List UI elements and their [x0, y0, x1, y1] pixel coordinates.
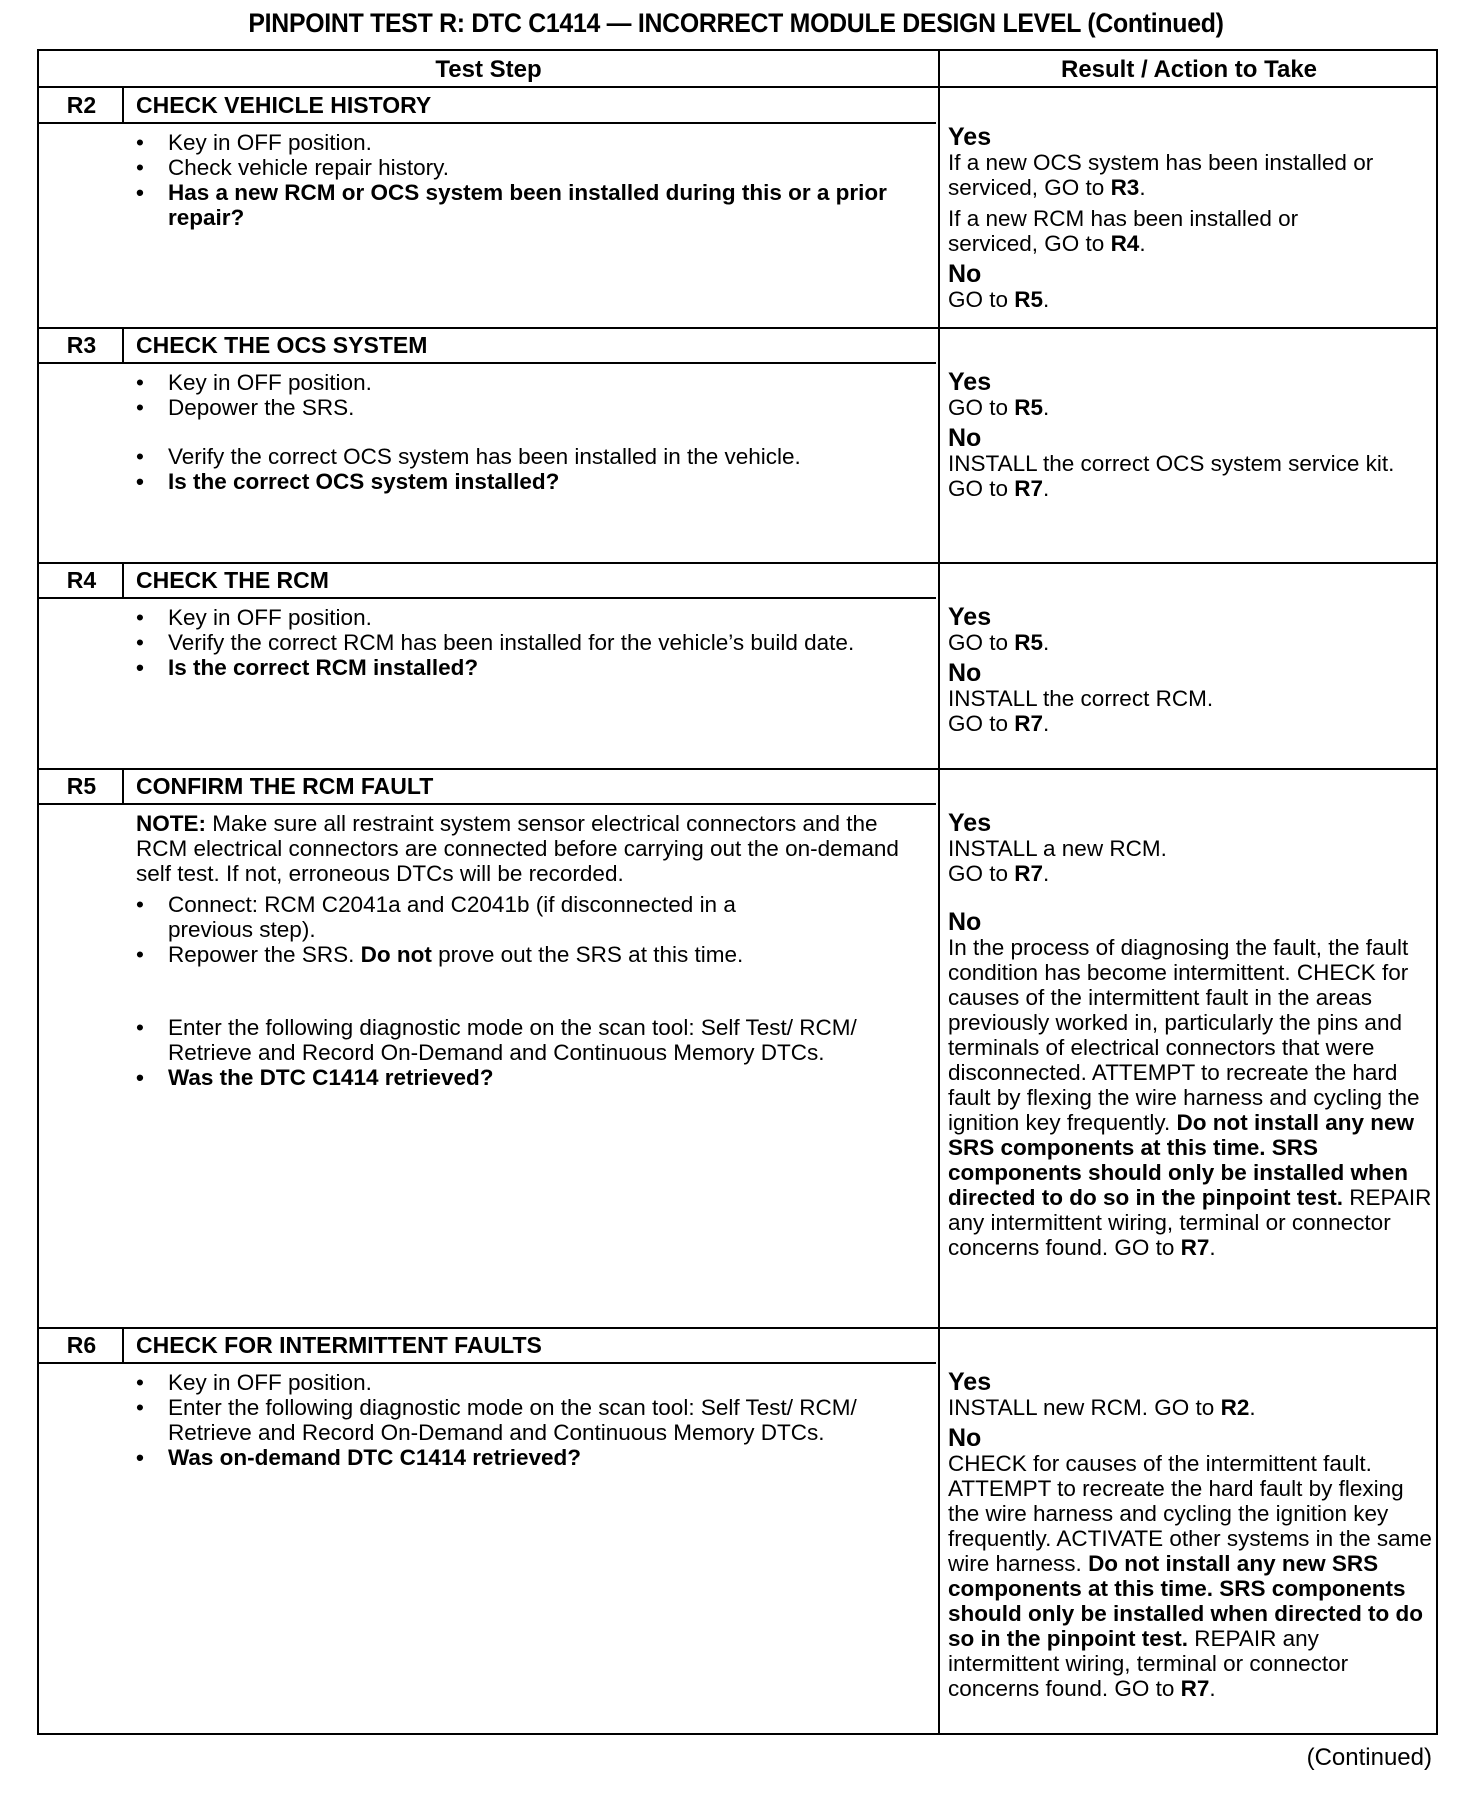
- bullet-icon: •: [136, 130, 144, 155]
- bullet-icon: •: [136, 1015, 144, 1040]
- no-action: INSTALL the correct OCS system service kit. GO to R7.: [948, 451, 1395, 501]
- page-title: PINPOINT TEST R: DTC C1414 — INCORRECT MODULE DESIGN LEVEL (Continued): [248, 8, 1224, 38]
- note: NOTE: Make sure all restraint system sensor electrical connectors and the RCM electrical connectors are connected before carrying out the on-demand self test. If not, erroneous DTCs will be recorded.: [136, 811, 899, 886]
- column-divider: [938, 51, 940, 1735]
- result-cell: [948, 605, 1433, 742]
- step-number: R4: [66, 567, 97, 593]
- step-bullet: • Key in OFF position.: [136, 130, 372, 155]
- yes-action: If a new OCS system has been installed or serviced, GO to R3.: [948, 150, 1374, 200]
- bullet-icon: •: [136, 630, 144, 655]
- step-bullet: • Depower the SRS.: [136, 395, 355, 420]
- yes-action: GO to R5.: [948, 395, 1050, 420]
- step-bullet: • Enter the following diagnostic mode on the scan tool: Self Test/ RCM/ Retrieve and Record On-Demand and Continuous Memory DTCs.: [136, 1395, 857, 1445]
- yes-label: Yes: [948, 1368, 992, 1396]
- bullet-icon: •: [136, 469, 144, 494]
- bullet-icon: •: [136, 892, 144, 917]
- step-link[interactable]: R7: [1180, 1676, 1210, 1701]
- spacer: [131, 967, 916, 1015]
- yes-action: INSTALL a new RCM.: [948, 836, 1167, 861]
- result-cell: [948, 1370, 1433, 1707]
- step-link[interactable]: R7: [1014, 711, 1044, 736]
- step-question: • Is the correct OCS system installed?: [136, 469, 560, 494]
- step-body: [131, 130, 931, 230]
- step-title: CHECK VEHICLE HISTORY: [136, 92, 432, 118]
- step-link[interactable]: R2: [1220, 1395, 1250, 1420]
- step-link[interactable]: R7: [1180, 1235, 1210, 1260]
- bullet-icon: •: [136, 1445, 144, 1470]
- step-link[interactable]: R4: [1110, 231, 1140, 256]
- pinpoint-test-table: [37, 49, 1438, 1735]
- no-label: No: [948, 908, 982, 936]
- header-test-step: Test Step: [435, 56, 542, 83]
- bullet-icon: •: [136, 1065, 144, 1090]
- step-link[interactable]: R5: [1014, 395, 1044, 420]
- step-body: [136, 811, 916, 1090]
- result-cell: [948, 370, 1433, 507]
- result-cell: [948, 125, 1433, 318]
- header-result-action: Result / Action to Take: [1060, 56, 1318, 83]
- step-link[interactable]: R7: [1014, 861, 1044, 886]
- yes-label: Yes: [948, 368, 992, 396]
- no-action: GO to R7.: [948, 711, 1050, 736]
- no-label: No: [948, 1424, 982, 1452]
- step-number: R2: [66, 92, 97, 118]
- step-title: CHECK THE OCS SYSTEM: [136, 332, 428, 358]
- no-label: No: [948, 659, 982, 687]
- bullet-icon: •: [136, 655, 144, 680]
- step-bullet: • Verify the correct OCS system has been installed in the vehicle.: [136, 444, 801, 469]
- step-bullet: • Key in OFF position.: [136, 370, 372, 395]
- step-bullet: • Connect: RCM C2041a and C2041b (if disconnected in a previous step).: [136, 892, 736, 942]
- bullet-icon: •: [136, 444, 144, 469]
- step-title: CHECK THE RCM: [136, 567, 329, 593]
- bullet-icon: •: [136, 942, 144, 967]
- step-bullet: • Repower the SRS. Do not prove out the SRS at this time.: [136, 942, 744, 967]
- bullet-icon: •: [136, 1370, 144, 1395]
- step-number: R6: [66, 1332, 97, 1358]
- no-action: INSTALL the correct RCM.: [948, 686, 1214, 711]
- yes-action: INSTALL new RCM. GO to R2.: [948, 1395, 1256, 1420]
- bullet-icon: •: [136, 605, 144, 630]
- bullet-icon: •: [136, 370, 144, 395]
- step-question: • Has a new RCM or OCS system been installed during this or a prior repair?: [136, 180, 887, 230]
- step-question: • Is the correct RCM installed?: [136, 655, 479, 680]
- step-question: • Was on-demand DTC C1414 retrieved?: [136, 1445, 582, 1470]
- no-label: No: [948, 424, 982, 452]
- yes-action: GO to R5.: [948, 630, 1050, 655]
- note-label: NOTE:: [136, 811, 206, 836]
- no-label: No: [948, 260, 982, 288]
- step-number: R3: [66, 332, 97, 358]
- step-link[interactable]: R3: [1110, 175, 1140, 200]
- spacer: [131, 420, 931, 444]
- no-action: CHECK for causes of the intermittent fault. ATTEMPT to recreate the hard fault by flexing the wire harness and cycling the ignition key frequently. ACTIVATE other systems in the same wire harness. Do not install any new SRS components at this time. SRS components should only be installed when directed to do so in the pinpoint test. REPAIR any intermittent wiring, terminal or connector concerns found. GO to R7.: [948, 1451, 1432, 1701]
- result-cell: [948, 811, 1433, 1266]
- step-bullet: • Verify the correct RCM has been installed for the vehicle’s build date.: [136, 630, 855, 655]
- yes-label: Yes: [948, 603, 992, 631]
- step-question: • Was the DTC C1414 retrieved?: [136, 1065, 494, 1090]
- bullet-icon: •: [136, 1395, 144, 1420]
- step-title: CONFIRM THE RCM FAULT: [136, 773, 434, 799]
- yes-label: Yes: [948, 809, 992, 837]
- step-link[interactable]: R5: [1014, 287, 1044, 312]
- step-link[interactable]: R7: [1014, 476, 1044, 501]
- step-bullet: • Enter the following diagnostic mode on the scan tool: Self Test/ RCM/ Retrieve and Record On-Demand and Continuous Memory DTCs.: [136, 1015, 857, 1065]
- step-title: CHECK FOR INTERMITTENT FAULTS: [136, 1332, 542, 1358]
- step-link[interactable]: R5: [1014, 630, 1044, 655]
- step-bullet: • Check vehicle repair history.: [136, 155, 449, 180]
- continued-label: (Continued): [1306, 1744, 1432, 1771]
- step-body: [131, 1370, 931, 1470]
- bullet-icon: •: [136, 395, 144, 420]
- bullet-icon: •: [136, 155, 144, 180]
- bullet-icon: •: [136, 180, 144, 205]
- yes-label: Yes: [948, 123, 992, 151]
- yes-action: GO to R7.: [948, 861, 1050, 886]
- no-action: GO to R5.: [948, 287, 1050, 312]
- step-body: [131, 605, 931, 680]
- step-body: [131, 370, 931, 494]
- no-action: In the process of diagnosing the fault, the fault condition has become intermittent. CHECK for causes of the intermittent fault in the areas previously worked in, particularly the pins and terminals of electrical connectors that were disconnected. ATTEMPT to recreate the hard fault by flexing the wire harness and cycling the ignition key frequently. Do not install any new SRS components at this time. SRS components should only be installed when directed to do so in the pinpoint test. REPAIR any intermittent wiring, terminal or connector concerns found. GO to R7.: [948, 935, 1432, 1260]
- step-bullet: • Key in OFF position.: [136, 1370, 372, 1395]
- step-bullet: • Key in OFF position.: [136, 605, 372, 630]
- step-number: R5: [66, 773, 97, 799]
- yes-action: If a new RCM has been installed or serviced, GO to R4.: [948, 206, 1299, 256]
